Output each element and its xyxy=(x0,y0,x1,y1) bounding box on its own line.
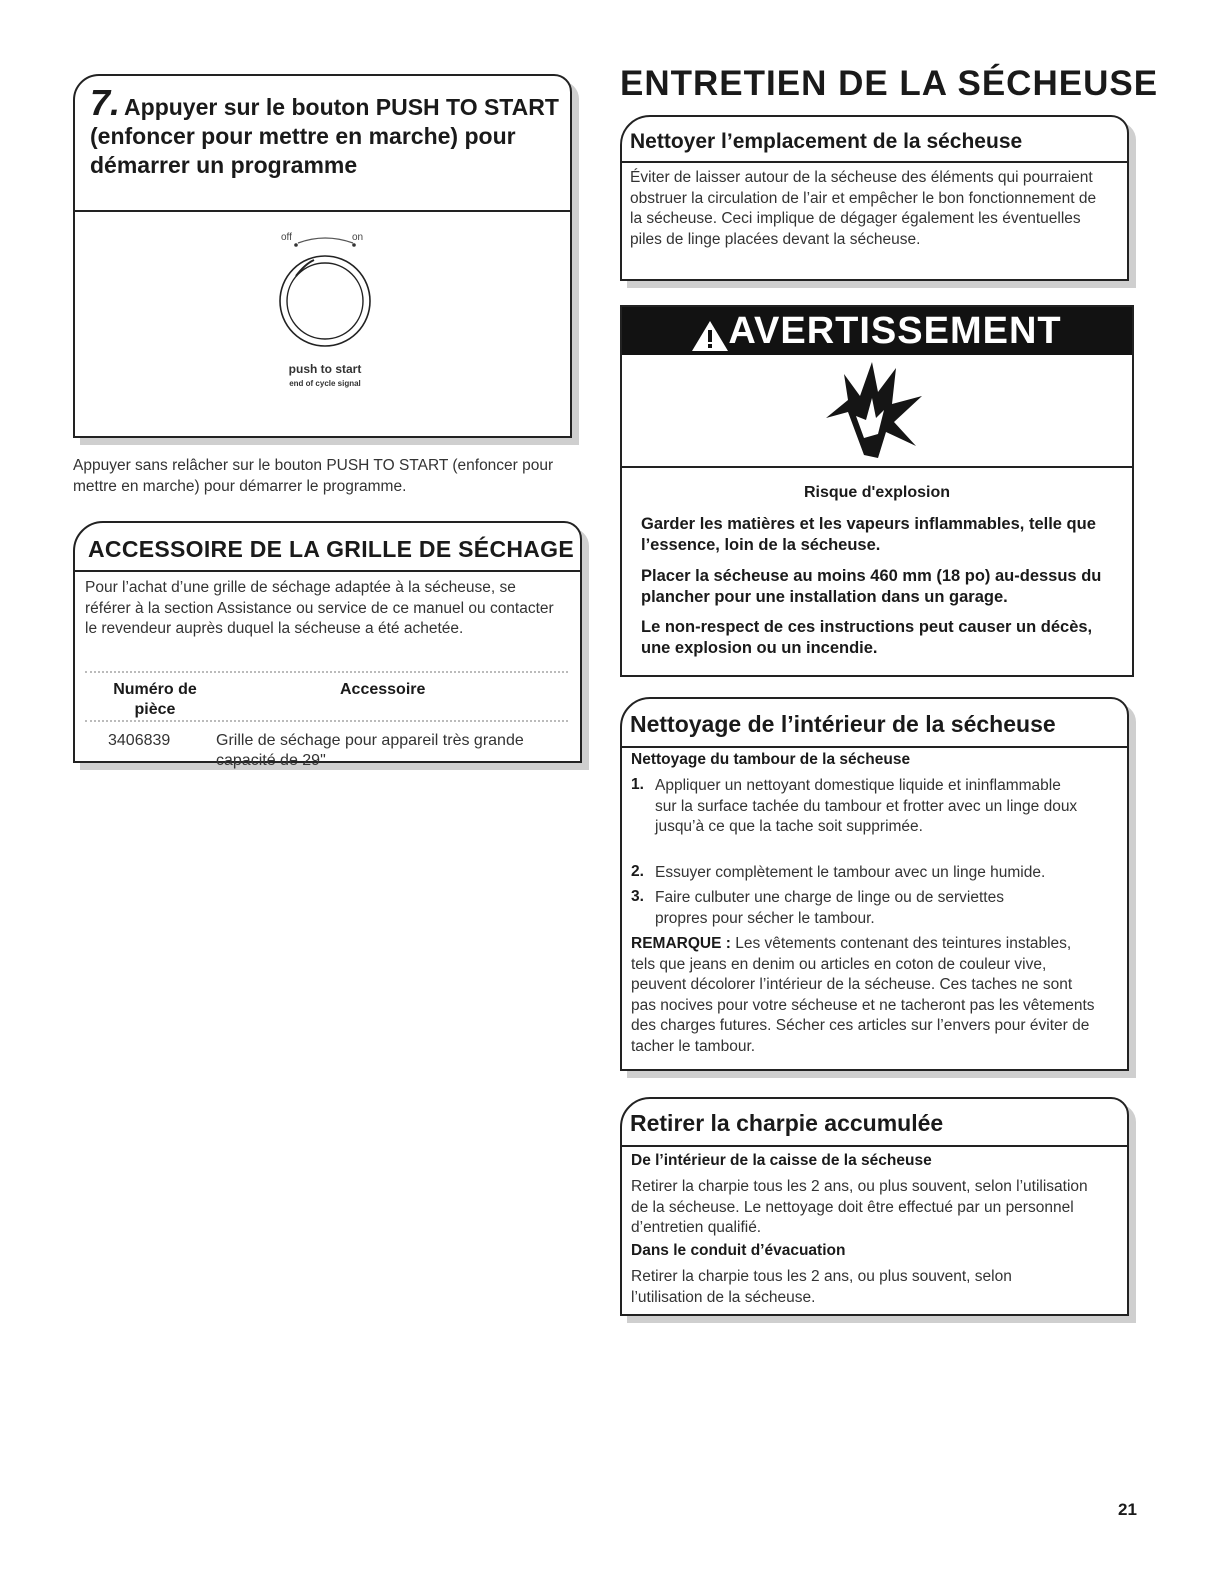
warning-risk: Risque d'explosion xyxy=(803,484,951,501)
accessory-divider xyxy=(73,570,582,572)
step-number: 7. xyxy=(90,82,121,123)
warning-paragraph-3: Le non-respect de ces instructions peut causer un décès, une explosion ou un incendie. xyxy=(641,618,1093,657)
lint-text-exhaust: Retirer la charpie tous les 2 ans, ou plus souvent, selon l’utilisation de la sécheuse. xyxy=(631,1268,1012,1306)
warning-paragraph-1: Garder les matières et les vapeurs inflammables, telle que l’essence, loin de la sécheuse. xyxy=(641,515,1096,554)
warning-paragraph-2: Placer la sécheuse au moins 460 mm (18 po) au-dessus du plancher pour une installation dans un garage. xyxy=(641,567,1102,606)
interior-note xyxy=(631,934,1099,1057)
knob-off-dot xyxy=(294,243,298,247)
note-label: REMARQUE : xyxy=(631,935,731,952)
accessory-text: Pour l’achat d’une grille de séchage adaptée à la sécheuse, se référer à la section Assistance ou service de ce manuel ou contacter le revendeur auprès duquel la sécheuse a été achetée. xyxy=(85,579,554,637)
page-number: 21 xyxy=(1118,1500,1137,1519)
warning-label: AVERTISSEMENT xyxy=(728,310,1062,352)
lint-subtitle-exhaust: Dans le conduit d’évacuation xyxy=(631,1242,846,1259)
interior-subtitle: Nettoyage du tambour de la sécheuse xyxy=(631,751,911,768)
knob-on-dot xyxy=(352,243,356,247)
lint-text-cabinet: Retirer la charpie tous les 2 ans, ou plus souvent, selon l’utilisation de la sécheuse. Le nettoyage doit être effectué par un personnel d’entretien qualifié. xyxy=(631,1178,1088,1236)
knob-arc xyxy=(298,238,353,243)
end-of-cycle-label: end of cycle signal xyxy=(289,379,361,388)
accessory-title: ACCESSOIRE DE LA GRILLE DE SÉCHAGE xyxy=(88,536,575,562)
col-header-part-number: Numéro de pièce xyxy=(113,681,197,718)
location-title: Nettoyer l’emplacement de la sécheuse xyxy=(630,130,1023,153)
table-cell-desc: Grille de séchage pour appareil très grande capacité de 29" xyxy=(216,732,524,769)
lint-title: Retirer la charpie accumulée xyxy=(630,1110,944,1136)
control-knob-illustration xyxy=(250,226,400,396)
location-text: Éviter de laisser autour de la sécheuse des éléments qui pourraient obstruer la circulation de l’air et empêcher le bon fonctionnement de la sécheuse. Ceci implique de dégager également les éventuelles piles de linge placées devant la sécheuse. xyxy=(630,169,1097,248)
interior-step-text: Appliquer un nettoyant domestique liquide et ininflammable sur la surface tachée du tambour et frotter avec un linge doux jusqu’à ce que la tache soit supprimée. xyxy=(655,777,1078,835)
table-top-rule xyxy=(85,671,568,673)
table-cell-part: 3406839 xyxy=(108,732,171,749)
step-title-text: Appuyer sur le bouton PUSH TO START (enfoncer pour mettre en marche) pour démarrer un programme xyxy=(90,94,559,178)
location-divider xyxy=(620,161,1129,163)
interior-title: Nettoyage de l’intérieur de la sécheuse xyxy=(630,711,1056,737)
step-caption: Appuyer sans relâcher sur le bouton PUSH TO START (enfoncer pour mettre en marche) pour démarrer le programme. xyxy=(73,457,554,495)
interior-step-number: 3. xyxy=(631,888,644,905)
warning-divider xyxy=(620,466,1134,468)
interior-divider xyxy=(620,746,1129,748)
interior-step-number: 2. xyxy=(631,863,644,880)
interior-step-number: 1. xyxy=(631,776,644,793)
table-header-rule xyxy=(85,720,568,722)
lint-subtitle-cabinet: De l’intérieur de la caisse de la sécheuse xyxy=(631,1152,932,1169)
step-divider xyxy=(73,210,572,212)
explosion-icon xyxy=(820,360,930,460)
step-7-title xyxy=(90,82,560,180)
note-text: Les vêtements contenant des teintures instables, tels que jeans en denim ou articles en coton de couleur vive, peuvent décolorer l’intérieur de la sécheuse. Ces taches ne sont pas nocives pour votre sécheuse et ne tacheront pas les vêtements des charges futures. Sécher ces articles sur l’envers pour éviter de tacher le tambour. xyxy=(631,935,1095,1055)
col-header-accessory: Accessoire xyxy=(340,681,426,698)
knob-off-label: off xyxy=(281,232,292,243)
interior-step-text: Essuyer complètement le tambour avec un linge humide. xyxy=(655,864,1046,881)
push-to-start-label: push to start xyxy=(288,362,362,376)
page-title: ENTRETIEN DE LA SÉCHEUSE xyxy=(620,64,1159,103)
knob-on-label: on xyxy=(352,232,364,243)
interior-step-text: Faire culbuter une charge de linge ou de serviettes propres pour sécher le tambour. xyxy=(655,889,1004,927)
lint-divider xyxy=(620,1145,1129,1147)
